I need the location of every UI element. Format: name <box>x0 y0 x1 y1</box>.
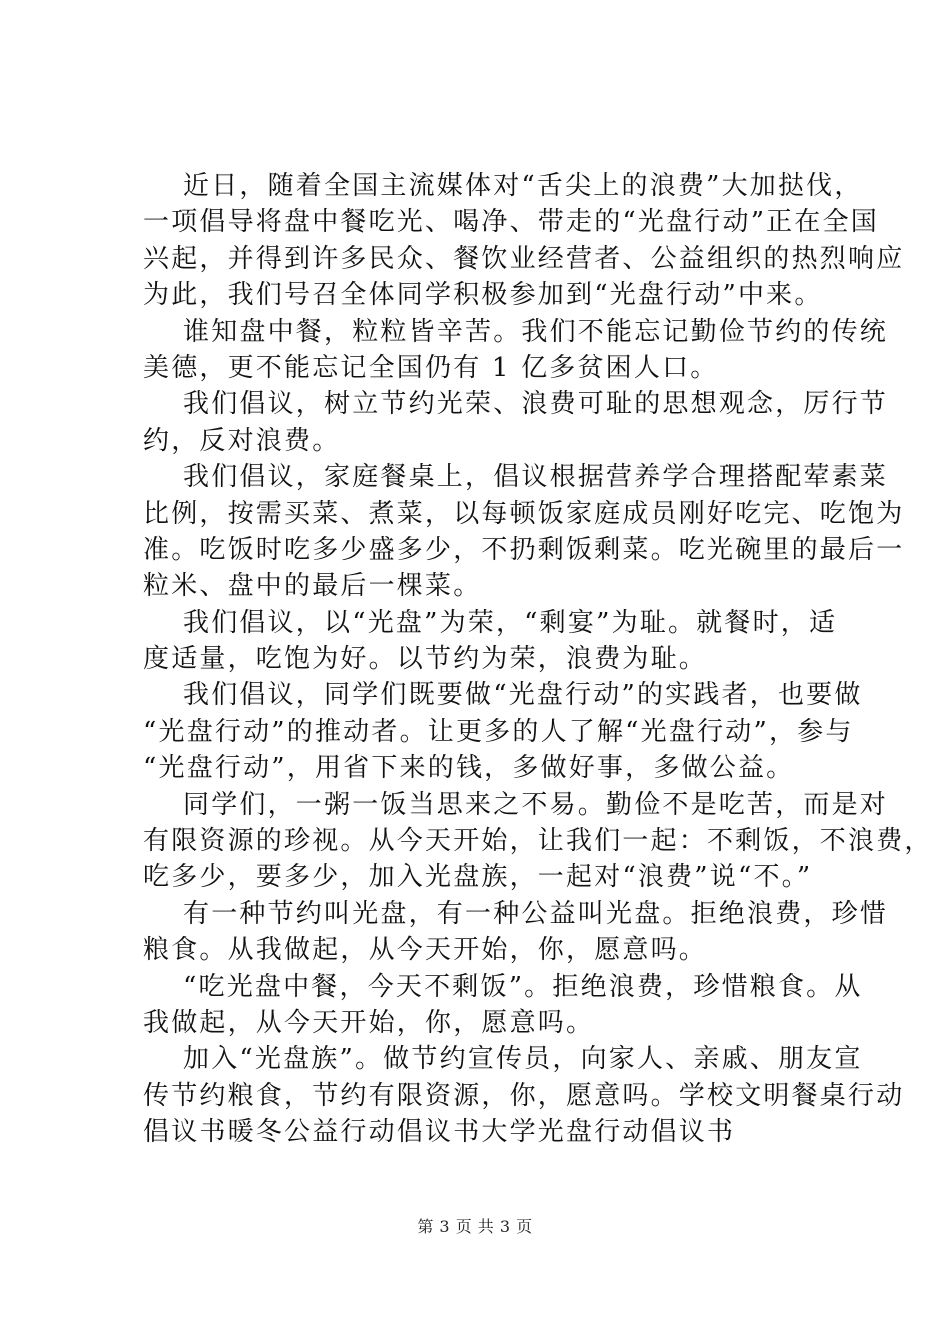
text-line: 为此，我们号召全体同学积极参加到“光盘行动”中来。 <box>143 280 823 311</box>
document-body <box>143 168 933 1151</box>
text-line: 粮食。从我做起，从今天开始，你，愿意吗。 <box>143 935 708 966</box>
text-line: 有限资源的珍视。从今天开始，让我们一起：不剩饭，不浪费， <box>143 826 933 857</box>
text-line: 谁知盘中餐，粒粒皆辛苦。我们不能忘记勤俭节约的传统 <box>183 316 889 347</box>
text-line: 兴起，并得到许多民众、餐饮业经营者、公益组织的热烈响应 <box>143 243 905 274</box>
text-line: 我做起，从今天开始，你，愿意吗。 <box>143 1007 595 1038</box>
text-line: 粒米、盘中的最后一棵菜。 <box>143 571 482 602</box>
text-line: “光盘行动”的推动者。让更多的人了解“光盘行动”，参与 <box>143 716 854 747</box>
text-line: 我们倡议，同学们既要做“光盘行动”的实践者，也要做 <box>183 680 863 711</box>
text-line: 近日，随着全国主流媒体对“舌尖上的浪费”大加挞伐， <box>183 171 863 201</box>
text-line: 一项倡导将盘中餐吃光、喝净、带走的“光盘行动”正在全国 <box>143 207 879 238</box>
text-line: 我们倡议，家庭餐桌上，倡议根据营养学合理搭配荤素菜 <box>183 462 889 493</box>
text-line: 我们倡议，以“光盘”为荣，“剩宴”为耻。就餐时，适 <box>183 607 838 638</box>
text-line: 我们倡议，树立节约光荣、浪费可耻的思想观念，厉行节 <box>183 389 889 420</box>
text-line: 倡议书暖冬公益行动倡议书大学光盘行动倡议书 <box>143 1117 736 1148</box>
text-line: 有一种节约叫光盘，有一种公益叫光盘。拒绝浪费，珍惜 <box>183 898 889 929</box>
text-line: 吃多少，要多少，加入光盘族，一起对“浪费”说“不。” <box>143 862 813 893</box>
text-line: 约，反对浪费。 <box>143 425 341 456</box>
text-line: 准。吃饭时吃多少盛多少，不扔剩饭剩菜。吃光碗里的最后一 <box>143 534 905 565</box>
text-line: 同学们，一粥一饭当思来之不易。勤俭不是吃苦，而是对 <box>183 789 889 820</box>
text-line: 传节约粮食，节约有限资源，你，愿意吗。学校文明餐桌行动 <box>143 1080 905 1111</box>
text-line: “吃光盘中餐，今天不剩饭”。拒绝浪费，珍惜粮食。从 <box>183 971 863 1002</box>
text-line: 度适量，吃饱为好。以节约为荣，浪费为耻。 <box>143 644 708 675</box>
text-line: 比例，按需买菜、煮菜，以每顿饭家庭成员刚好吃完、吃饱为 <box>143 498 905 529</box>
text-line: 美德，更不能忘记全国仍有 1 亿多贫困人口。 <box>143 352 719 383</box>
page-footer: 第 3 页 共 3 页 <box>417 1217 533 1236</box>
text-line: 加入“光盘族”。做节约宣传员，向家人、亲戚、朋友宣 <box>183 1044 863 1075</box>
text-line: “光盘行动”，用省下来的钱，多做好事，多做公益。 <box>143 753 795 784</box>
